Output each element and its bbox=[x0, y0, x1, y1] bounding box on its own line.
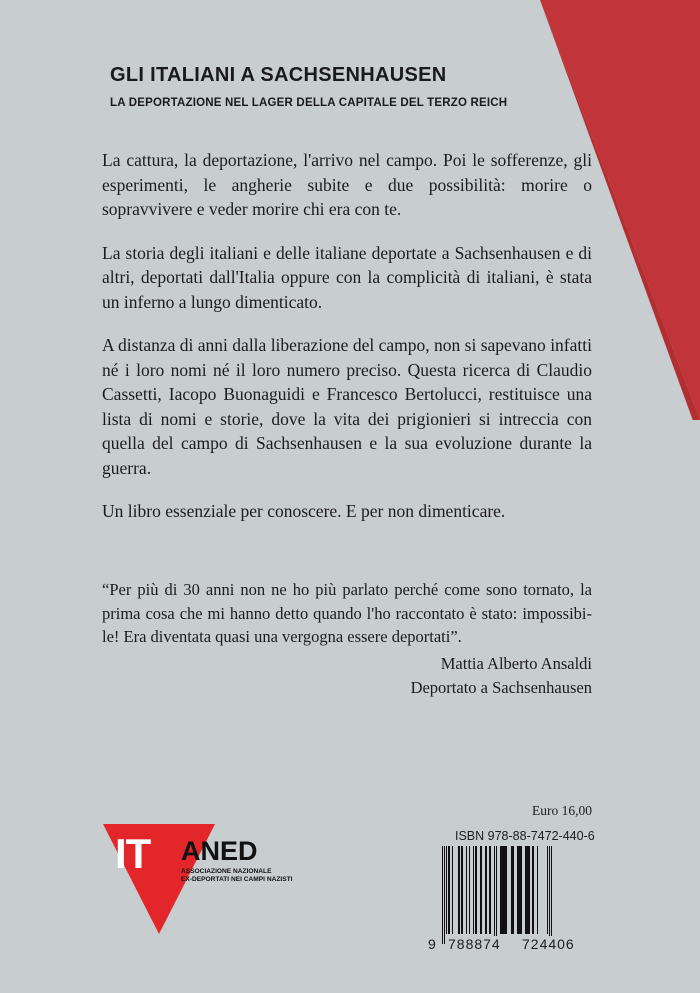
book-title: GLI ITALIANI A SACHSENHAUSEN bbox=[110, 64, 447, 86]
isbn-label: ISBN 978-88-7472-440-6 bbox=[455, 829, 595, 843]
quote-author-role: Deportato a Sachsenhausen bbox=[410, 677, 592, 697]
quote-author: Mattia Alberto Ansaldi bbox=[440, 653, 592, 673]
blurb-paragraph-1: La cattura, la deportazione, l'arrivo nel campo. Poi le sofferenze, gli esperimenti, le angherie subite e due possibilità: morire o sopravvivere e veder morire chi era con te. bbox=[102, 150, 592, 219]
blurb-paragraph-4: Un libro essenziale per conoscere. E per non dimenticare. bbox=[102, 501, 506, 521]
logo-name: ANED bbox=[181, 836, 258, 866]
logo-subtitle-line-1: ASSOCIAZIONE NAZIONALE bbox=[181, 868, 272, 875]
book-subtitle: LA DEPORTAZIONE NEL LAGER DELLA CAPITALE DEL TERZO REICH bbox=[110, 97, 508, 109]
testimony-quote bbox=[102, 578, 592, 700]
blurb bbox=[102, 148, 592, 543]
price-label: Euro 16,00 bbox=[532, 803, 592, 818]
logo-mark: IT bbox=[115, 830, 151, 877]
barcode bbox=[428, 846, 594, 956]
aned-logo bbox=[103, 824, 318, 894]
barcode-digits-right: 724406 bbox=[522, 936, 575, 952]
barcode-first-digit: 9 bbox=[428, 936, 436, 952]
blurb-paragraph-3: A distanza di anni dalla liberazione del campo, non si sapevano infatti né i loro nomi né il loro numero preciso. Questa ricerca di Claudio Cassetti, Iacopo Buonaguidi e Francesco Bertolucci, restituisce una lista di nomi e storie, dove la vita dei prigionieri si intreccia con quella del campo di Sachsenhausen e la sua evoluzione durante la guerra. bbox=[102, 335, 592, 478]
quote-attribution bbox=[102, 652, 592, 700]
logo-subtitle-line-2: EX-DEPORTATI NEI CAMPI NAZISTI bbox=[181, 876, 293, 883]
blurb-paragraph-2: La storia degli italiani e delle italiane deportate a Sachsenhausen e di altri, deportati dall'Italia oppure con la complicità di italiani, è stata un inferno a lungo dimenticato. bbox=[102, 242, 592, 312]
quote-text: “Per più di 30 anni non ne ho più parlato perché come sono tornato, la prima cosa che mi hanno detto quando l'ho raccontato è stato: impossibi-le! Era diventata quasi una vergogna essere deportati”. bbox=[102, 580, 592, 646]
barcode-digits-left: 788874 bbox=[448, 936, 501, 952]
barcode-bars bbox=[428, 846, 594, 946]
